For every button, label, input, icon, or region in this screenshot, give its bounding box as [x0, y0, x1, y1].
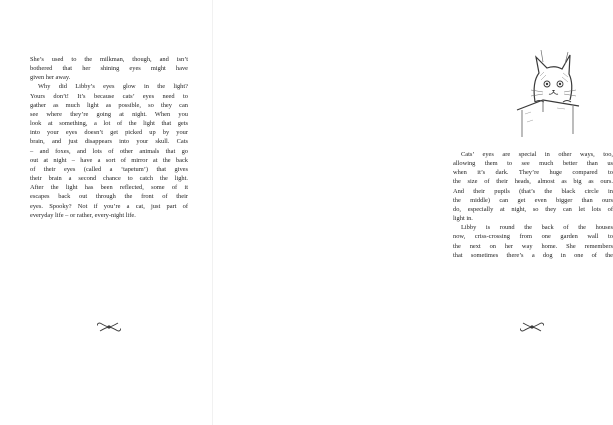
text-line: that sometimes there’s a dog in one of the [453, 251, 613, 259]
cat-peeking-over-wall-icon [513, 42, 583, 142]
text-line: do, especially at night, so they can let lots of [453, 205, 613, 213]
swirl-ornament-icon [519, 320, 545, 334]
text-line: – and foxes, and lots of other animals that go [30, 147, 188, 155]
text-line: allowing them to see much better than us [453, 160, 613, 168]
text-line: Why did Libby’s eyes glow in the light? [38, 83, 188, 91]
text-line: Libby is round the back of the houses [461, 224, 613, 232]
text-line: the size of their heads, almost as big as ours. [453, 178, 613, 186]
text-line: when it’s dark. They’re huge compared to [453, 169, 613, 177]
text-line: the middle) can get even bigger than ours [453, 196, 613, 204]
text-line: After the light has been reflected, some of it [30, 184, 188, 192]
text-line: escapes back out through the front of their [30, 193, 188, 201]
text-line: She’s used to the milkman, though, and isn’t [30, 56, 188, 63]
left-page-text [30, 55, 188, 220]
text-line: gather as much light as possible, so they can [30, 101, 188, 109]
text-line: Yours don’t! It’s because cats’ eyes need to [30, 92, 188, 100]
text-line: their brain a second chance to catch the light. [30, 175, 188, 183]
swirl-ornament-icon [96, 320, 122, 334]
text-line: into your eyes doesn’t get picked up by your [30, 129, 188, 137]
text-line: eyes. Spooky? Not if you’re a cat, just part of [30, 202, 188, 210]
text-line: light in. [453, 215, 473, 223]
text-line: given her away. [30, 74, 71, 82]
left-page [0, 0, 212, 425]
text-line: brain, and just disappears into your skull. Cats [30, 138, 188, 146]
text-line: Cats’ eyes are special in other ways, too, [461, 151, 613, 158]
right-page [213, 0, 613, 425]
text-line: look at something, a lot of the light that gets [30, 120, 188, 128]
text-line: now, criss-crossing from one garden wall to [453, 233, 613, 241]
text-line: everyday life – or rather, every-night life. [30, 211, 136, 219]
right-page-text [453, 150, 613, 260]
text-line: And their pupils (that’s the black circle in [453, 187, 613, 195]
text-line: bothered that her shining eyes might have [30, 65, 188, 73]
text-line: see where they’re going at night. When you [30, 110, 188, 118]
text-line: out at night – have a sort of mirror at the back [30, 156, 188, 164]
text-line: the next on her way home. She remembers [453, 242, 613, 250]
text-line: of their eyes (called a ‘tapetum’) that gives [30, 165, 188, 173]
